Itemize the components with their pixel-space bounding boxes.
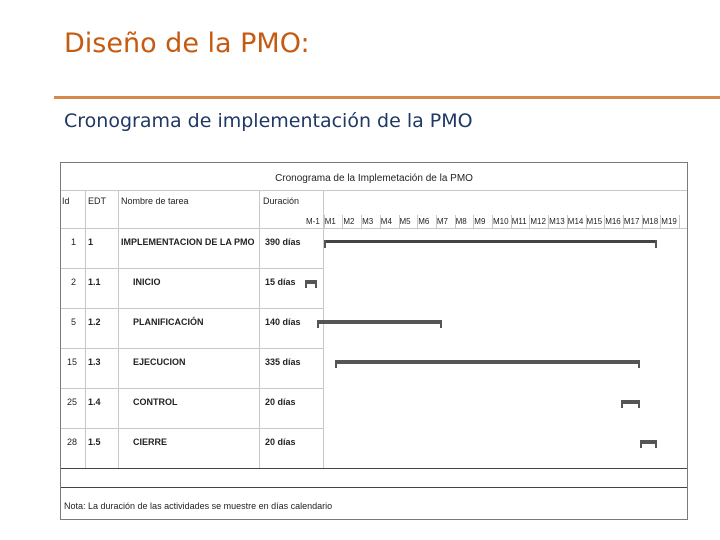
month-label: M18 — [642, 217, 659, 226]
task-bar-end — [655, 440, 657, 448]
task-bar — [324, 240, 657, 243]
task-duration: 20 días — [265, 437, 296, 447]
task-bar-end — [305, 280, 307, 288]
task-edt: 1.3 — [88, 357, 101, 367]
title-divider — [54, 96, 720, 99]
task-id: 2 — [71, 277, 77, 287]
task-edt: 1.4 — [88, 397, 101, 407]
task-bar-end — [440, 320, 442, 328]
task-duration: 140 días — [265, 317, 301, 327]
task-edt: 1.5 — [88, 437, 101, 447]
task-name: CONTROL — [133, 397, 178, 407]
task-id: 28 — [67, 437, 78, 447]
task-name: IMPLEMENTACION DE LA PMO — [121, 237, 255, 247]
task-bar-end — [335, 360, 337, 368]
month-label: M14 — [567, 217, 584, 226]
month-label: M13 — [549, 217, 565, 226]
task-id: 15 — [67, 357, 78, 367]
row-divider — [61, 348, 323, 349]
col-divider-id — [85, 190, 86, 468]
month-label: M3 — [362, 217, 374, 226]
month-label: M11 — [511, 217, 527, 226]
task-duration: 20 días — [265, 397, 296, 407]
task-bar-end — [315, 280, 317, 288]
header-name: Nombre de tarea — [121, 196, 189, 206]
task-name: EJECUCION — [133, 357, 186, 367]
month-label: M1 — [324, 217, 336, 226]
task-name: PLANIFICACIÓN — [133, 317, 204, 327]
footnote: Nota: La duración de las actividades se muestre en días calendario — [64, 501, 333, 511]
header-edt: EDT — [88, 196, 106, 206]
task-duration: 335 días — [265, 357, 301, 367]
col-divider-edt — [118, 190, 119, 468]
task-id: 5 — [71, 317, 77, 327]
task-bar-end — [324, 240, 326, 248]
task-duration: 15 días — [265, 277, 296, 287]
task-bar — [317, 320, 441, 324]
slide-title: Diseño de la PMO: — [64, 28, 310, 59]
month-label: M9 — [474, 217, 486, 226]
month-divider — [679, 215, 680, 228]
header-id: Id — [62, 196, 70, 206]
month-label: M19 — [661, 217, 677, 226]
header-duration: Duración — [263, 196, 300, 206]
title-separator — [61, 190, 687, 191]
task-edt: 1 — [88, 237, 94, 247]
row-divider — [61, 428, 323, 429]
month-label: M15 — [586, 217, 603, 226]
task-id: 1 — [71, 237, 77, 247]
task-edt: 1.1 — [88, 277, 101, 287]
month-label: M4 — [380, 217, 392, 226]
slide-subtitle: Cronograma de implementación de la PMO — [64, 110, 473, 132]
task-bar — [335, 360, 640, 364]
task-bar-end — [640, 440, 642, 448]
col-divider-name — [259, 190, 260, 468]
month-label: M5 — [399, 217, 411, 226]
month-label: M7 — [436, 217, 449, 226]
task-id: 25 — [67, 397, 78, 407]
gantt-title: Cronograma de la Implemetación de la PMO — [275, 173, 473, 184]
row-divider — [61, 268, 323, 269]
task-name: INICIO — [133, 277, 161, 287]
month-label: M-1 — [306, 217, 320, 226]
table-bottom — [61, 468, 687, 469]
task-edt: 1.2 — [88, 317, 101, 327]
task-bar-end — [638, 400, 640, 408]
row-divider — [61, 388, 323, 389]
header-separator — [61, 228, 687, 229]
row-divider — [61, 308, 323, 309]
month-label: M2 — [343, 217, 355, 226]
month-label: M17 — [623, 217, 640, 226]
month-label: M16 — [605, 217, 621, 226]
task-bar-end — [655, 240, 657, 248]
task-bar-end — [638, 360, 640, 368]
task-bar-end — [621, 400, 623, 408]
task-name: CIERRE — [133, 437, 168, 447]
task-bar-end — [317, 320, 319, 328]
month-label: M8 — [455, 217, 467, 226]
col-divider-duration — [323, 190, 324, 468]
month-label: M6 — [418, 217, 430, 226]
month-label: M10 — [493, 217, 509, 226]
month-label: M12 — [530, 217, 546, 226]
gantt-chart — [60, 162, 688, 520]
note-separator — [61, 487, 687, 488]
task-duration: 390 días — [265, 237, 301, 247]
